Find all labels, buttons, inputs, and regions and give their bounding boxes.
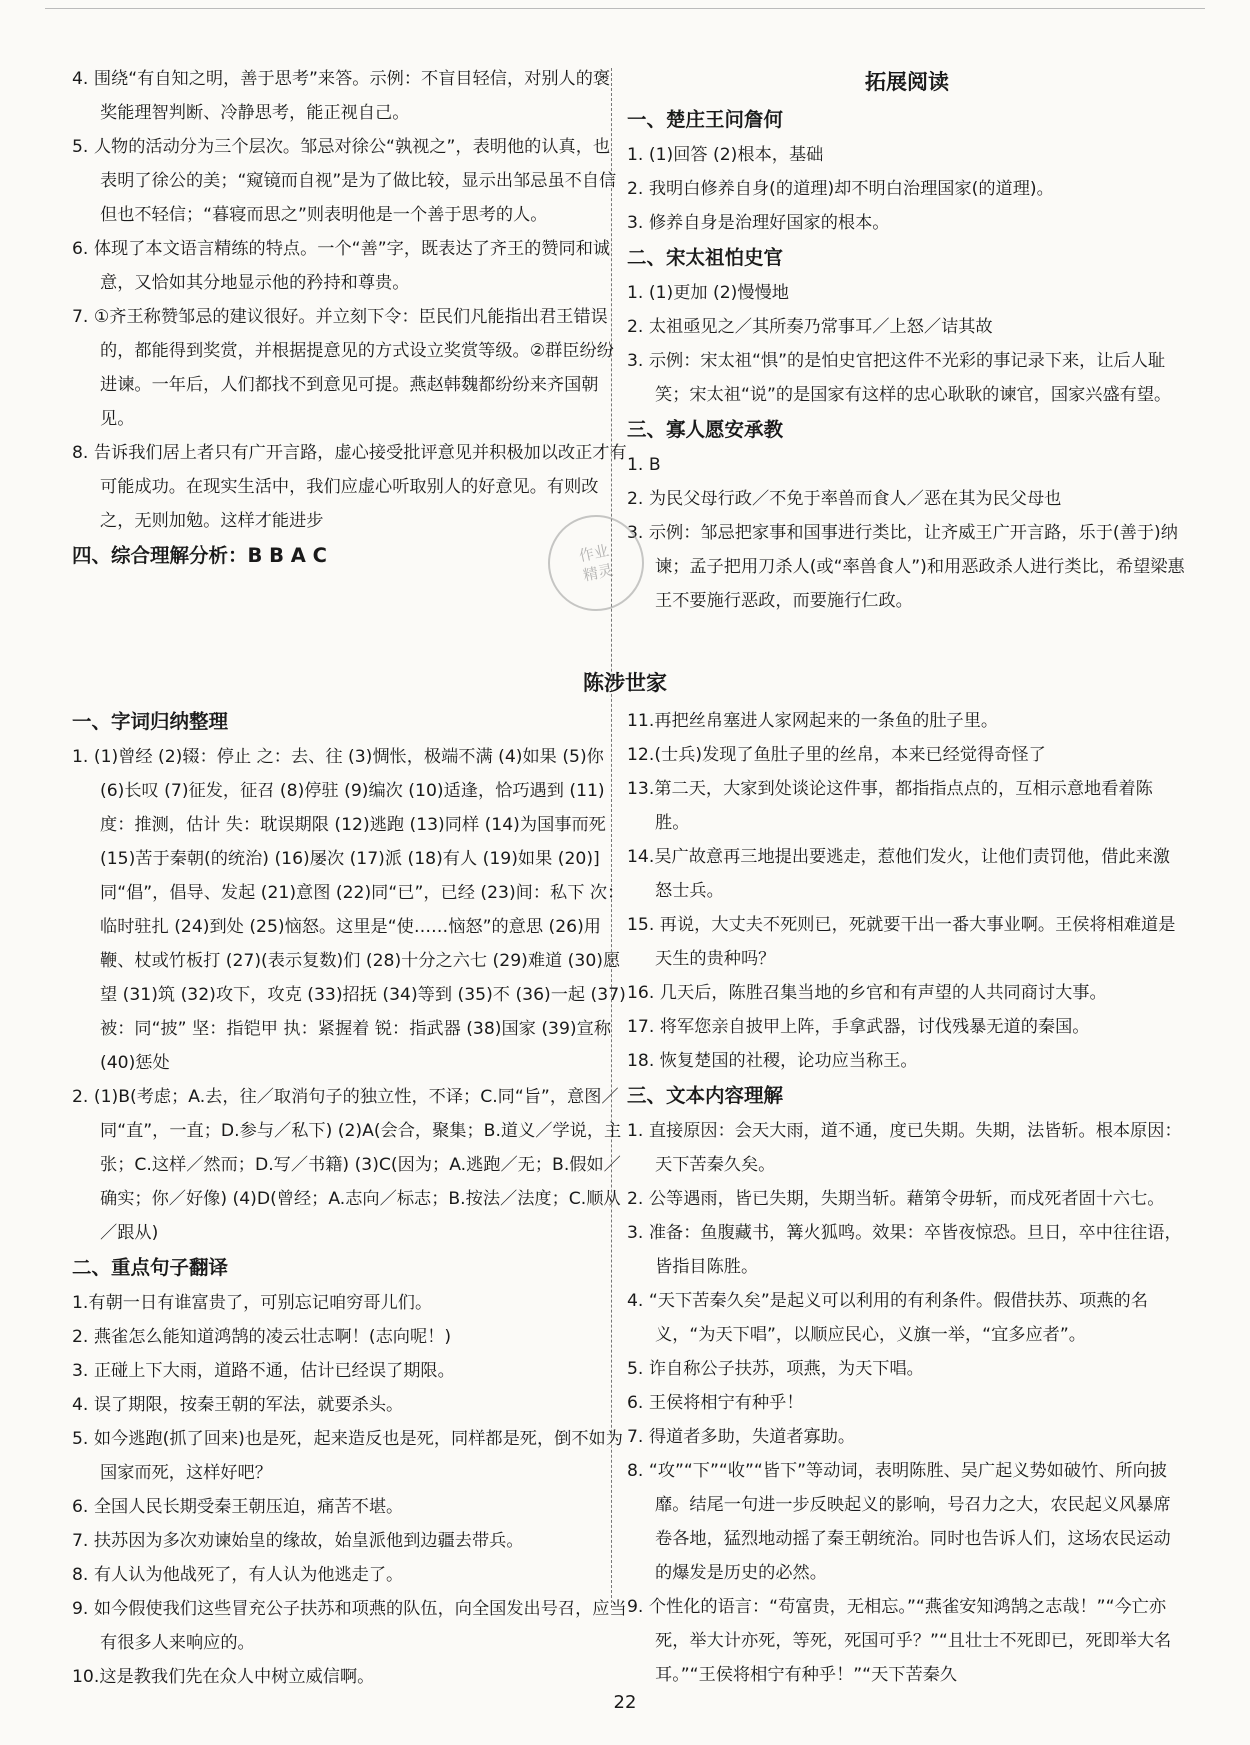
- answer-item: 2. 公等遇雨，皆已失期，失期当斩。藉第令毋斩，而戍死者固十六七。: [627, 1189, 1165, 1209]
- answer-item: 14.吴广故意再三地提出要逃走，惹他们发火，让他们责罚他，借此来激怒士兵。: [627, 847, 1170, 901]
- page-number: 22: [613, 1692, 637, 1713]
- answer-item: 9. 如今假使我们这些冒充公子扶苏和项燕的队伍，向全国发出号召，应当有很多人来响应的。: [72, 1599, 627, 1653]
- answer-item: 8. 有人认为他战死了，有人认为他逃走了。: [72, 1565, 404, 1585]
- stamp-text-top: 作业: [577, 541, 611, 566]
- answer-item: 5. 人物的活动分为三个层次。邹忌对徐公“孰视之”，表明他的认真，也表明了徐公的美；“窥镜而自视”是为了做比较，显示出邹忌虽不自信但也不轻信；“暮寝而思之”则表明他是一个善于思考的人。: [72, 137, 617, 225]
- answer-item: 6. 体现了本文语言精练的特点。一个“善”字，既表达了齐王的赞同和诚意，又恰如其分地显示他的矜持和尊贵。: [72, 239, 611, 293]
- answer-item: 5. 如今逃跑(抓了回来)也是死，起来造反也是死，同样都是死，倒不如为国家而死，这样好吧？: [72, 1429, 623, 1483]
- top-rule: [45, 8, 1205, 9]
- answer-item: 6. 全国人民长期受秦王朝压迫，痛苦不堪。: [72, 1497, 404, 1517]
- top-right-column: [627, 62, 1187, 618]
- answer-item: 10.这是教我们先在众人中树立威信啊。: [72, 1667, 375, 1687]
- answer-item: 4. 误了期限，按秦王朝的军法，就要杀头。: [72, 1395, 404, 1415]
- answer-item: 3. 正碰上下大雨，道路不通，估计已经误了期限。: [72, 1361, 455, 1381]
- answer-item: 8. 告诉我们居上者只有广开言路，虚心接受批评意见并积极加以改正才有可能成功。在现实生活中，我们应虚心听取别人的好意见。有则改之，无则加勉。这样才能进步: [72, 443, 627, 531]
- answer-item: 1. B: [627, 455, 661, 475]
- answer-item: 1. 直接原因：会天大雨，道不通，度已失期。失期，法皆斩。根本原因：天下苦秦久矣。: [627, 1121, 1182, 1175]
- answer-item: 3. 修养自身是治理好国家的根本。: [627, 213, 890, 233]
- answer-item: 18. 恢复楚国的社稷，论功应当称王。: [627, 1051, 918, 1071]
- section-heading: 三、文本内容理解: [627, 1084, 784, 1107]
- answer-item: 15. 再说，大丈夫不死则已，死就要干出一番大事业啊。王侯将相难道是天生的贵种吗？: [627, 915, 1176, 969]
- answer-item: 1. (1)回答 (2)根本，基础: [627, 145, 824, 165]
- answer-item: 2. 太祖亟见之／其所奏乃常事耳／上怒／诘其故: [627, 317, 993, 337]
- answer-item: 3. 示例：宋太祖“惧”的是怕史官把这件不光彩的事记录下来，让后人耻笑；宋太祖“说”的是国家有这样的忠心耿耿的谏官，国家兴盛有望。: [627, 351, 1172, 405]
- answer-item: 13.第二天，大家到处谈论这件事，都指指点点的，互相示意地看着陈胜。: [627, 779, 1153, 833]
- stamp-text-bottom: 精灵: [581, 560, 615, 585]
- answer-item: 3. 示例：邹忌把家事和国事进行类比，让齐威王广开言路，乐于(善于)纳谏；孟子把用刀杀人(或“率兽食人”)和用恶政杀人进行类比，希望梁惠王不要施行恶政，而要施行仁政。: [627, 523, 1185, 611]
- answer-item: 2. (1)B(考虑；A.去，往／取消句子的独立性，不译；C.同“旨”，意图／同“直”，一直；D.参与／私下) (2)A(会合，聚集；B.道义／学说，主张；C.这样／然而；D.写／书籍) (3)C(因为；A.逃跑／无；B.假如／确实；你／好像) (4)D(曾经；A.志向／标志；B.按法／法度；C.顺从／跟从): [72, 1087, 622, 1243]
- answer-item: 4. “天下苦秦久矣”是起义可以利用的有利条件。假借扶苏、项燕的名义，“为天下唱”，以顺应民心，义旗一举，“宜多应者”。: [627, 1291, 1148, 1345]
- answer-item: 7. 得道者多助，失道者寡助。: [627, 1427, 856, 1447]
- answer-item: 7. ①齐王称赞邹忌的建议很好。并立刻下令：臣民们凡能指出君王错误的，都能得到奖赏，并根据提意见的方式设立奖赏等级。②群臣纷纷进谏。一年后，人们都找不到意见可提。燕赵韩魏都纷纷来齐国朝见。: [72, 307, 614, 429]
- answer-item: 1. (1)更加 (2)慢慢地: [627, 283, 789, 303]
- top-left-column: [72, 62, 627, 574]
- bottom-left-column: [72, 704, 627, 1694]
- answer-item: 8. “攻”“下”“收”“皆下”等动词，表明陈胜、吴广起义势如破竹、所向披靡。结尾一句进一步反映起义的影响，号召力之大，农民起义风暴席卷各地，猛烈地动摇了秦王朝统治。同时也告诉人们，这场农民运动的爆发是历史的必然。: [627, 1461, 1171, 1583]
- section-heading: 二、重点句子翻译: [72, 1256, 229, 1279]
- extended-reading-title: 拓展阅读: [865, 70, 949, 94]
- answer-item: 9. 个性化的语言：“苟富贵，无相忘。”“燕雀安知鸿鹄之志哉！”“今亡亦死，举大计亦死，等死，死国可乎？”“且壮士不死即已，死即举大名耳。”“王侯将相宁有种乎！”“天下苦秦久: [627, 1597, 1172, 1685]
- section-heading: 一、楚庄王问詹何: [627, 108, 784, 131]
- answer-item: 2. 燕雀怎么能知道鸿鹄的凌云壮志啊！(志向呢！): [72, 1327, 452, 1347]
- answer-item: 2. 我明白修养自身(的道理)却不明白治理国家(的道理)。: [627, 179, 1054, 199]
- answer-item: 2. 为民父母行政／不免于率兽而食人／恶在其为民父母也: [627, 489, 1062, 509]
- chenshe-title: 陈涉世家: [583, 671, 667, 695]
- section-heading: 三、寡人愿安承教: [627, 418, 784, 441]
- section-heading: 二、宋太祖怕史官: [627, 246, 784, 269]
- answer-item: 1. (1)曾经 (2)辍：停止 之：去、往 (3)惆怅，极端不满 (4)如果 (5)你 (6)长叹 (7)征发，征召 (8)停驻 (9)编次 (10)适逢，恰巧遇到 (11)度：推测，估计 失：耽误期限 (12)逃跑 (13)同样 (14)为国事而死 (15)苦于秦朝(的统治) (16)屡次 (17)派 (18)有人 (19)如果 (20)]同“倡”，倡导、发起 (21)意图 (22)同“已”，已经 (23)间：私下 次：临时驻扎 (24)到处 (25)恼怒。这里是“使……恼怒”的意思 (26)用鞭、杖或竹板打 (27)(表示复数)们 (28)十分之六七 (29)难道 (30)愿望 (31)筑 (32)攻下，攻克 (33)招抚 (34)等到 (35)不 (36)一起 (37)被：同“披” 坚：指铠甲 执：紧握着 锐：指武器 (38)国家 (39)宣称 (40)惩处: [72, 747, 626, 1073]
- section-heading: 四、综合理解分析：B B A C: [72, 544, 327, 567]
- answer-item: 7. 扶苏因为多次劝谏始皇的缘故，始皇派他到边疆去带兵。: [72, 1531, 524, 1551]
- answer-item: 12.(士兵)发现了鱼肚子里的丝帛，本来已经觉得奇怪了: [627, 745, 1046, 765]
- answer-item: 17. 将军您亲自披甲上阵，手拿武器，讨伐残暴无道的秦国。: [627, 1017, 1090, 1037]
- section-heading: 一、字词归纳整理: [72, 710, 229, 733]
- answer-item: 11.再把丝帛塞进人家网起来的一条鱼的肚子里。: [627, 711, 999, 731]
- answer-item: 1.有朝一日有谁富贵了，可别忘记咱穷哥儿们。: [72, 1293, 433, 1313]
- bottom-right-column: [627, 704, 1187, 1692]
- answer-item: 5. 诈自称公子扶苏，项燕，为天下唱。: [627, 1359, 924, 1379]
- answer-item: 16. 几天后，陈胜召集当地的乡官和有声望的人共同商讨大事。: [627, 983, 1107, 1003]
- answer-item: 6. 王侯将相宁有种乎！: [627, 1393, 804, 1413]
- answer-item: 4. 围绕“有自知之明，善于思考”来答。示例：不盲目轻信，对别人的褒奖能理智判断、冷静思考，能正视自己。: [72, 69, 611, 123]
- answer-item: 3. 准备：鱼腹藏书，篝火狐鸣。效果：卒皆夜惊恐。旦日，卒中往往语，皆指目陈胜。: [627, 1223, 1182, 1277]
